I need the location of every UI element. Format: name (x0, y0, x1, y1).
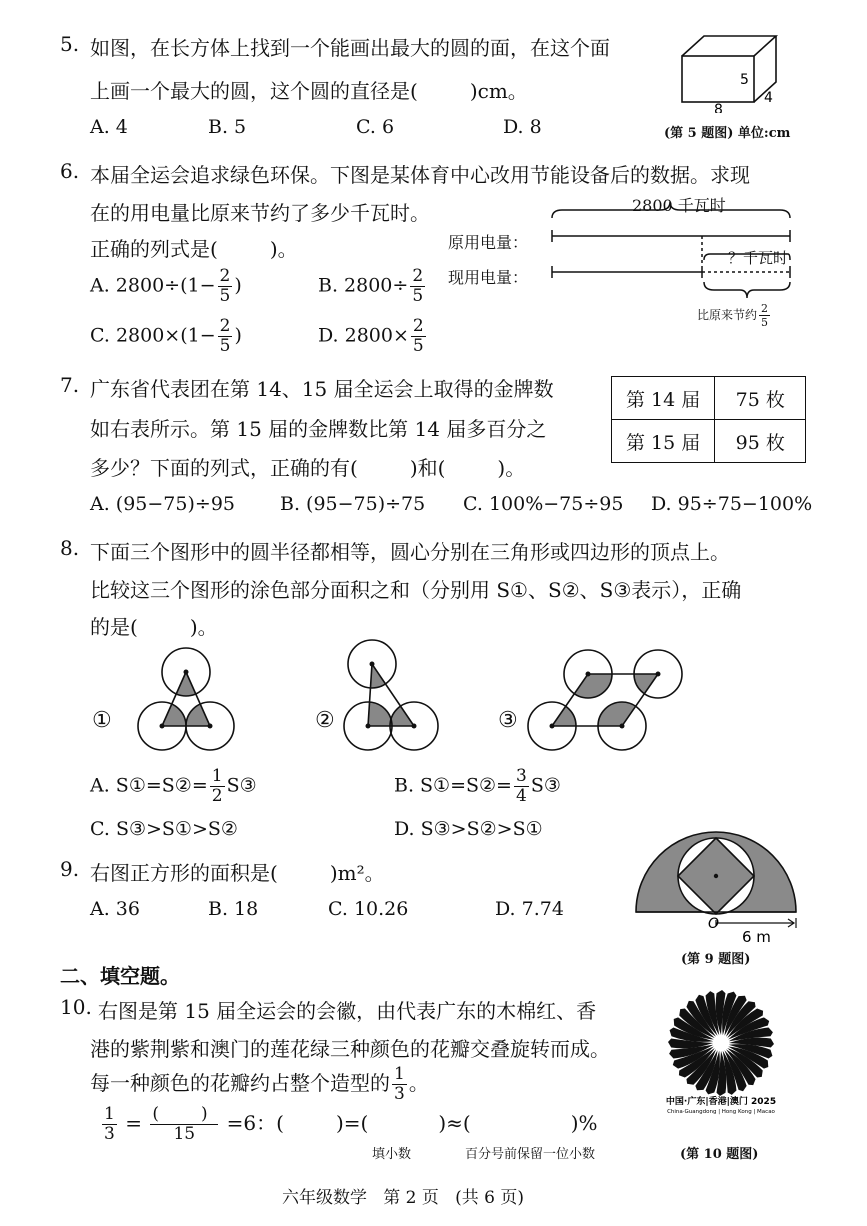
q8-option-b-fraction: $\frac{3}{4}$ (515, 766, 527, 806)
q6-option-d[interactable] (318, 318, 428, 355)
q7-line3: 多少？下面的列式，正确的有( )和( )。 (90, 456, 526, 480)
q10-line2: 港的紫荆紫和澳门的莲花绿三种颜色的花瓣交叠旋转而成。 (90, 1037, 610, 1061)
q7-number: 7. (60, 373, 80, 397)
q9-option-d[interactable]: D. 7.74 (495, 898, 564, 920)
q6-line3 (90, 233, 298, 262)
q9-line1: 右图正方形的面积是( )m²。 (90, 861, 385, 885)
q8-number: 8. (60, 536, 80, 560)
q5-line2-text: 上画一个最大的圆，这个圆的直径是( (90, 79, 418, 103)
q9-option-b[interactable]: B. 18 (208, 898, 259, 920)
table-row (612, 420, 806, 463)
section-heading: 二、填空题。 (60, 964, 180, 988)
q8-line3-text: 的是( (90, 615, 138, 639)
q6-current-label: 现用电量： (448, 268, 529, 287)
q7-line1: 广东省代表团在第 14、15 届全运会上取得的金牌数 (90, 377, 554, 401)
q10-games-emblem (646, 985, 796, 1115)
q9-option-a[interactable]: A. 36 (90, 898, 140, 920)
q7-option-b[interactable]: B. (95−75)÷75 (280, 493, 426, 515)
q6-saved-label: 比原来节约 $\frac{2}{5}$ (697, 302, 769, 329)
q6-option-d-text: D. 2800× (318, 324, 409, 347)
q6-saved-brace (704, 282, 790, 298)
q8-option-a[interactable]: A. S①=S②= $\frac{1}{2}$ S③ (90, 766, 257, 806)
q7-option-c[interactable]: C. 100%−75÷95 (463, 493, 624, 515)
q8-option-b-text: B. S①=S②= (394, 774, 512, 797)
q8-figure-2 (338, 630, 448, 760)
q9-semicircle-figure (630, 810, 805, 945)
q10-line3: 每一种颜色的花瓣约占整个造型的 $\frac{1}{3}$ 。 (90, 1064, 429, 1104)
page-footer (282, 1183, 524, 1208)
q8-option-a-fraction: $\frac{1}{2}$ (211, 766, 223, 806)
q6-line3-end: )。 (269, 237, 298, 261)
q7-line2: 如右表所示。第 15 届的金牌数比第 14 届多百分之 (90, 417, 547, 441)
q6-option-a[interactable]: A. 2800÷(1− $\frac{2}{5}$ ) (90, 266, 242, 306)
q9-origin-label: O (708, 916, 720, 932)
q10-logo-text: 中国·广东|香港|澳门 2025 (665, 1097, 777, 1107)
q8-line1: 下面三个图形中的圆半径都相等，圆心分别在三角形或四边形的顶点上。 (90, 540, 730, 564)
table-row (612, 377, 806, 420)
q6-unknown-label: ？千瓦时 (728, 249, 789, 267)
q5-option-d[interactable]: D. 8 (503, 116, 542, 138)
q10-number: 10. (60, 995, 92, 1019)
q9-line1-text: 右图正方形的面积是( (90, 861, 278, 885)
q7-medal-table (611, 376, 806, 463)
table-cell: 第 15 届 (612, 420, 715, 463)
q8-figure-3 (522, 640, 694, 758)
footer-subject: 六年级数学 (282, 1188, 367, 1208)
q10-logo-subtext: China·Guangdong | Hong Kong | Macao (667, 1109, 775, 1115)
q5-line2-end: )cm。 (469, 79, 528, 103)
q7-line3-text: 多少？下面的列式，正确的有( (90, 456, 358, 480)
q8-line2: 比较这三个图形的涂色部分面积之和（分别用 S①、S②、S③表示），正确 (90, 578, 742, 602)
q8-option-c[interactable]: C. S③>S①>S② (90, 818, 238, 840)
q10-caption: (第 10 题图) (680, 1147, 759, 1162)
footer-page: 第 2 页 (383, 1188, 439, 1208)
q6-number: 6. (60, 159, 80, 183)
q9-caption: (第 9 题图) (681, 952, 751, 967)
q8-option-b[interactable]: B. S①=S②= $\frac{3}{4}$ S③ (394, 766, 561, 806)
q10-note-percent: 百分号前保留一位小数 (465, 1147, 596, 1162)
q9-option-c[interactable]: C. 10.26 (328, 898, 409, 920)
table-cell: 第 14 届 (612, 377, 715, 420)
table-cell: 95 枚 (715, 420, 806, 463)
q6-option-c-fraction: $\frac{2}{5}$ (219, 316, 231, 356)
q6-line3-text: 正确的列式是( (90, 237, 218, 261)
q5-option-b[interactable]: B. 5 (208, 116, 247, 138)
q7-option-a[interactable]: A. (95−75)÷95 (90, 493, 235, 515)
q5-cuboid-figure (660, 28, 800, 113)
q5-label-depth: 4 (764, 90, 773, 106)
q8-line3: 的是( )。 (90, 615, 218, 639)
q8-fig3-label: ③ (498, 708, 518, 733)
q6-option-c-text: C. 2800×(1− (90, 324, 216, 347)
q6-line2: 在的用电量比原来节约了多少千瓦时。 (90, 201, 430, 225)
q6-total-label: 2800 千瓦时 (632, 196, 726, 215)
q6-option-b-text: B. 2800÷ (318, 274, 409, 297)
q5-option-c[interactable]: C. 6 (356, 116, 395, 138)
q7-option-d[interactable]: D. 95÷75−100% (651, 493, 813, 515)
table-cell: 75 枚 (715, 377, 806, 420)
q6-original-label: 原用电量： (448, 233, 529, 252)
q9-length-label: 6 m (742, 928, 771, 945)
q10-line3-fraction: $\frac{1}{3}$ (394, 1064, 405, 1104)
q5-label-length: 8 (714, 102, 723, 113)
q6-option-a-text: A. 2800÷(1− (90, 274, 216, 297)
q10-equation: $\frac{1}{3}$ = $\frac{( )}{15}$ =6：( )=( )≈( )% (104, 1104, 598, 1144)
q6-option-d-fraction: $\frac{2}{5}$ (412, 316, 424, 356)
footer-total: (共 6 页) (455, 1188, 524, 1208)
q5-line2 (90, 75, 528, 104)
q8-fig2-label: ② (315, 708, 335, 733)
q5-number: 5. (60, 32, 80, 56)
q5-label-height: 5 (740, 72, 749, 88)
q6-option-b[interactable] (318, 268, 427, 305)
q10-eq-fraction: $\frac{1}{3}$ (104, 1104, 115, 1144)
q6-option-c[interactable]: C. 2800×(1− $\frac{2}{5}$ ) (90, 316, 242, 356)
q6-saved-fraction: $\frac{2}{5}$ (761, 302, 769, 329)
q6-option-a-fraction: $\frac{2}{5}$ (219, 266, 231, 306)
q10-note-decimal: 填小数 (372, 1147, 412, 1162)
q9-number: 9. (60, 857, 80, 881)
q5-caption: (第 5 题图) 单位:cm (664, 126, 791, 141)
q5-option-a[interactable]: A. 4 (90, 116, 128, 138)
q8-figure-1 (126, 638, 256, 758)
q10-line1: 右图是第 15 届全运会的会徽，由代表广东的木棉红、香 (98, 999, 597, 1023)
q6-line1: 本届全运会追求绿色环保。下图是某体育中心改用节能设备后的数据。求现 (90, 163, 750, 187)
q8-option-a-text: A. S①=S②= (90, 774, 208, 797)
q8-fig1-label: ① (92, 708, 112, 733)
q5-line1: 如图，在长方体上找到一个能画出最大的圆的面，在这个面 (90, 36, 610, 60)
q8-option-d[interactable]: D. S③>S②>S① (394, 818, 543, 840)
q6-option-b-fraction: $\frac{2}{5}$ (412, 266, 424, 306)
q10-eq-blank-fraction[interactable]: $\frac{( )}{15}$ (150, 1106, 218, 1143)
